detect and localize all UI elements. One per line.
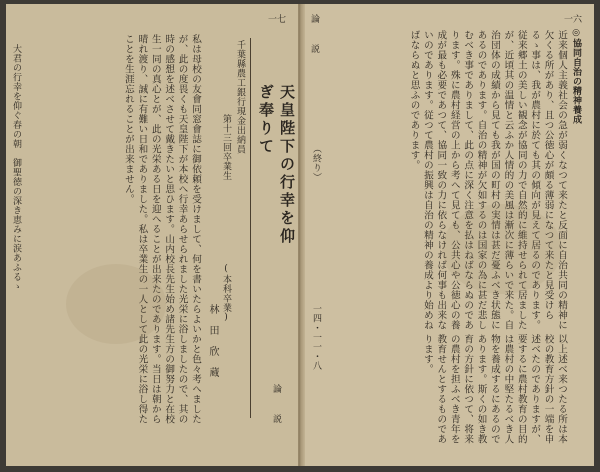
author-name: 林 田 欣 蔵 xyxy=(207,304,218,378)
date-line: 一四・一一・八 xyxy=(311,304,321,371)
body-text: 私は母校の友會同窓會誌に御依頼を受けまして、何を書いたらよいかと色々考へましたが、此の度畏くも天皇陛下が本校へ行幸あらせられました光栄に浴しましたので、其の時の感想を述べさせて戴きたいと思ひます。山内校長先生始め諸先生方の御努力と在校生一同の真心とが、此の光栄ある日を迎へることが出来たのであります。当日は朝から晴れ渡り、誠に有難い日和でありました。私は卒業生の一人として此の光栄に浴し得たことを生涯忘れることが出来ません。 xyxy=(122,34,201,424)
verse: 大君の行幸を仰ぐ春の朝 御聖徳の深き恵みに涙あふるゝ xyxy=(11,44,21,291)
body-text: 近来個人主義社会の急が弱くなつて来たと反面に自治共同の精神に欠くる所があり、且つ公徳心が頗る薄弱になつて来たと見受けらるゝ事は、我が農村に於ても其の傾向が見えて居るのであります。従来郷土の美しい観念が協同の力で自然的に維持せられて居ましたが、近頃其の温情と云ふか人情的の美風は漸次に薄らいで来た。自治団体の成績から見ても我が国の町村の実情は甚だ憂ふべき状態にあるのであります。自治の精神が欠如するのは国家の為に甚だ悲しむべき事でありまして、此の点に深く注意を払はねばならぬのであります。殊に農村経営の上から考へて見ても、公共心や公徳心の養成が最も必要であつて、協同一致の力に依らなければ何事も出来ないのであります。従つて農村の振興は自治の精神の養成より始めねばならぬと思ふのであります。 xyxy=(408,30,567,330)
paper-stain xyxy=(442,204,562,294)
author-affiliation: 千葉縣農工銀行現金出納員 xyxy=(235,40,245,154)
page-header: 論 説 xyxy=(309,14,319,59)
page-header: 論 説 xyxy=(271,384,281,429)
right-page xyxy=(302,4,594,466)
book-spread xyxy=(6,4,594,466)
author-class: 第十三回卒業生 xyxy=(221,114,231,181)
article-title: 天皇陛下の行幸を仰ぎ奉りて xyxy=(257,84,296,246)
page-number: 一六 xyxy=(564,15,583,25)
author-tag: (本科卒業) xyxy=(221,264,231,323)
paper-stain xyxy=(66,264,166,344)
page-number: 一七 xyxy=(268,15,287,25)
closing-text: 以上述べ来つたる所は本校の教育方針の一端を申述べたのでありますが、要するに農村教育の目的は農村の中堅たるべき人物を養成するにあるのであります。斯くの如き教育の方針に依つて、将来の農村を担ふべき青年を教育せんとするものであります。 xyxy=(421,334,567,444)
end-mark: （終り） xyxy=(311,144,321,182)
title-rule xyxy=(250,38,251,418)
left-page xyxy=(6,4,298,466)
section-heading: ◎協同自治の精神養成 xyxy=(571,28,581,124)
